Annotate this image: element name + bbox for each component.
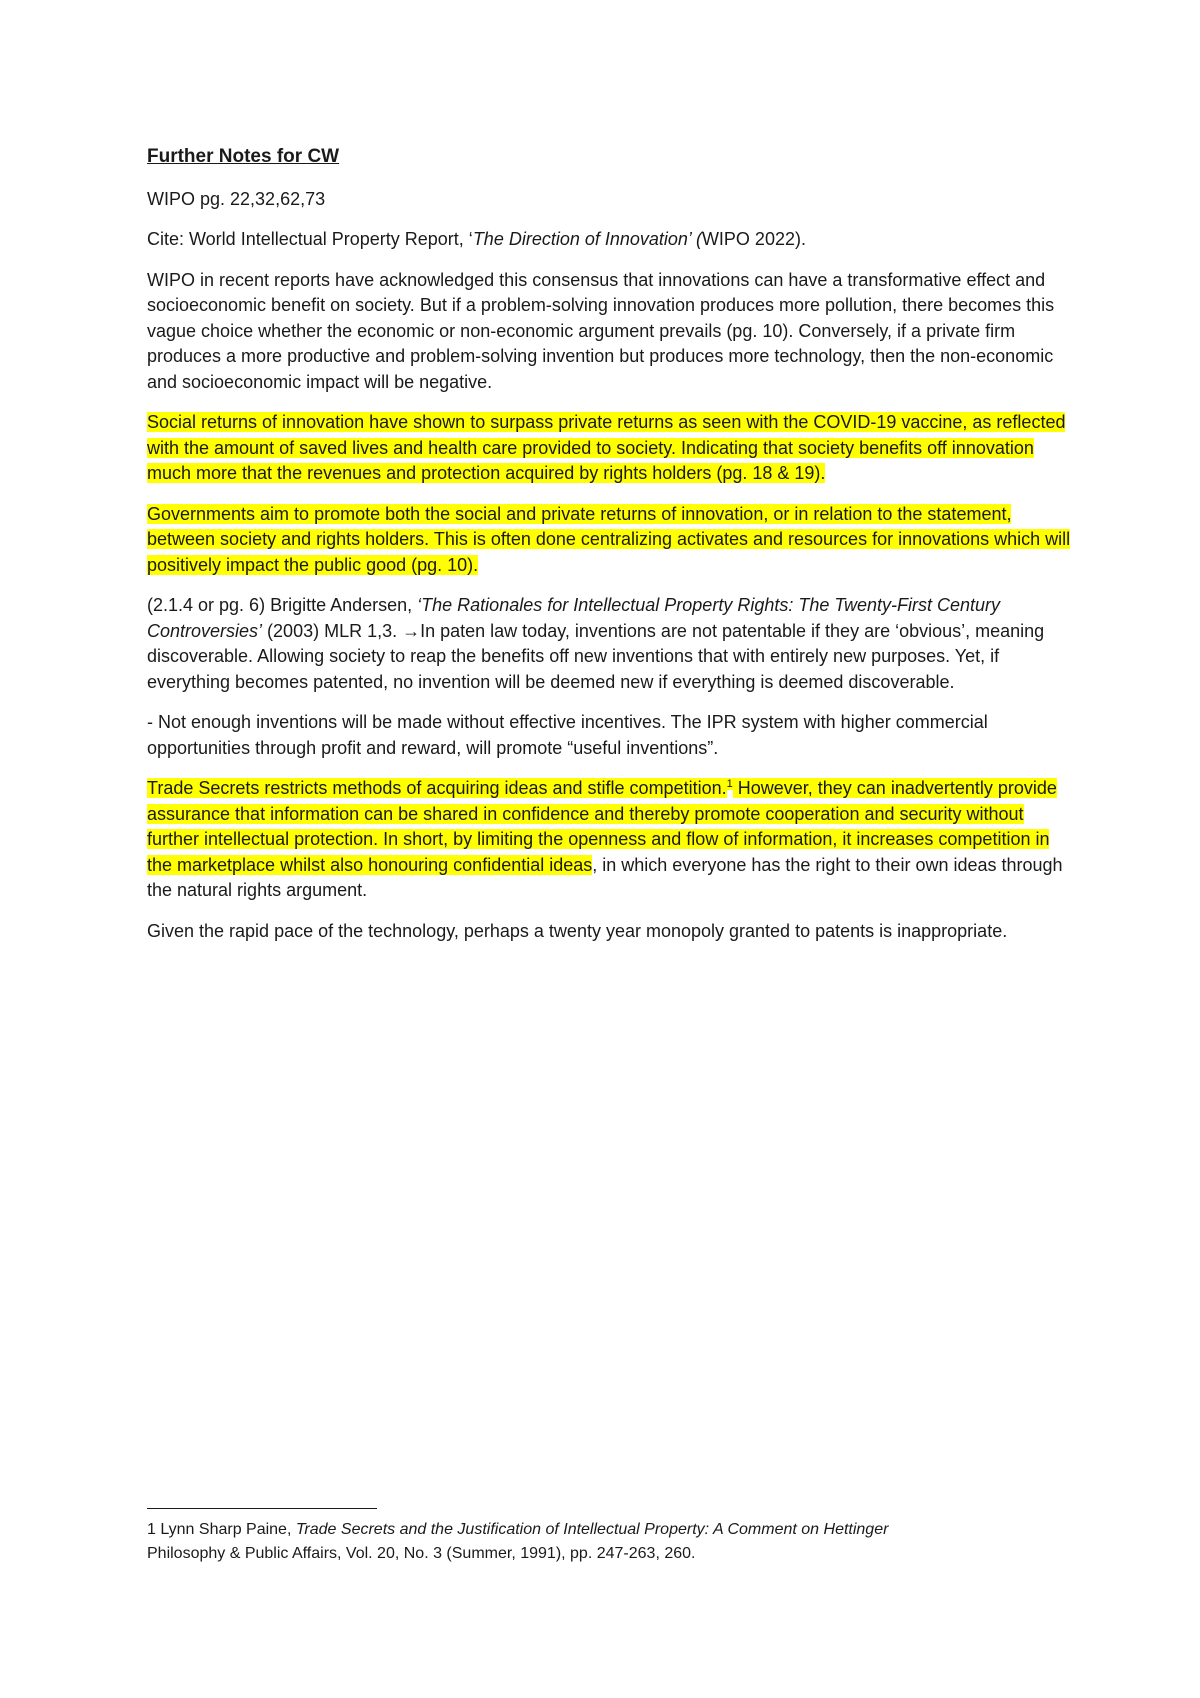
paragraph-citation <box>147 227 1075 253</box>
paragraph-wipo-pages: WIPO pg. 22,32,62,73 <box>147 188 326 209</box>
paragraph-rapid-pace: Given the rapid pace of the technology, perhaps a twenty year monopoly granted to patents is inappropriate. <box>147 920 1008 941</box>
citation-suffix: WIPO 2022). <box>701 229 806 249</box>
andersen-rest: In paten law today, inventions are not patentable if they are ‘obvious’, meaning discoverable. Allowing society to reap the benefits off new inventions that with entirely new purposes. Yet, if everything becomes patented, no invention will be deemed new if everything is deemed discoverable. <box>147 620 1045 692</box>
page-title: Further Notes for CW <box>147 146 340 167</box>
citation-title: The Direction of Innovation’ ( <box>472 229 702 249</box>
paragraph-governments <box>147 502 1075 579</box>
footnote-1-line2: Philosophy & Public Affairs, Vol. 20, No. 3 (Summer, 1991), pp. 247-263, 260. <box>147 1544 696 1562</box>
andersen-title: ‘The Rationales for Intellectual Property Rights: The Twenty-First Century Controversies’ <box>147 595 1001 641</box>
andersen-mid: (2003) MLR 1,3. <box>262 620 403 641</box>
footnote-1 <box>147 1518 1075 1542</box>
paragraph-incentives: - Not enough inventions will be made without effective incentives. The IPR system with higher commercial opportunities through profit and reward, will promote “useful inventions”. <box>147 712 988 758</box>
highlighted-text: Social returns of innovation have shown to surpass private returns as seen with the COVID-19 vaccine, as reflected with the amount of saved lives and health care provided to society. Indicating that society benefits off innovation much more that the revenues and protection acquired by rights holders (pg. 18 & 19). <box>147 412 1066 483</box>
document-body <box>147 144 1075 959</box>
andersen-prefix: (2.1.4 or pg. 6) Brigitte Andersen, <box>147 595 418 615</box>
arrow-icon: → <box>402 620 421 641</box>
highlighted-text: Governments aim to promote both the social and private returns of innovation, or in relation to the statement, between society and rights holders. This is often done centralizing activates and resources for innovations which will positively impact the public good (pg. 10). <box>147 503 1071 575</box>
paragraph-trade-secrets <box>147 776 1075 904</box>
paragraph-andersen <box>147 593 1075 695</box>
highlighted-text: However, they can inadvertently provide assurance that information can be shared in confidence and thereby promote cooperation and security without further intellectual protection. In short, by limiting the openness and flow of information, it increases competition in the marketplace whilst also honouring confidential ideas <box>147 778 1057 875</box>
paragraph-wipo-consensus: WIPO in recent reports have acknowledged this consensus that innovations can have a transformative effect and socioeconomic benefit on society. But if a problem-solving innovation produces more pollution, there becomes this vague choice whether the economic or non-economic argument prevails (pg. 10). Conversely, if a private firm produces a more productive and problem-solving invention but produces more technology, then the non-economic and socioeconomic impact will be negative. <box>147 269 1055 392</box>
footnote-separator <box>147 1508 377 1509</box>
paragraph-social-returns <box>147 410 1075 487</box>
footnotes <box>147 1518 1075 1565</box>
footnote-title: Trade Secrets and the Justification of Intellectual Property: A Comment on Hettinger <box>295 1521 889 1538</box>
footnote-prefix: 1 Lynn Sharp Paine, <box>147 1521 296 1538</box>
highlighted-text: Trade Secrets restricts methods of acquiring ideas and stifle competition. <box>147 778 727 798</box>
citation-prefix: Cite: World Intellectual Property Report, ‘ <box>147 229 473 249</box>
footnote-reference[interactable]: 1 <box>726 778 733 790</box>
trade-secrets-plain: , in which everyone has the right to their own ideas through the natural rights argument. <box>147 854 1063 900</box>
